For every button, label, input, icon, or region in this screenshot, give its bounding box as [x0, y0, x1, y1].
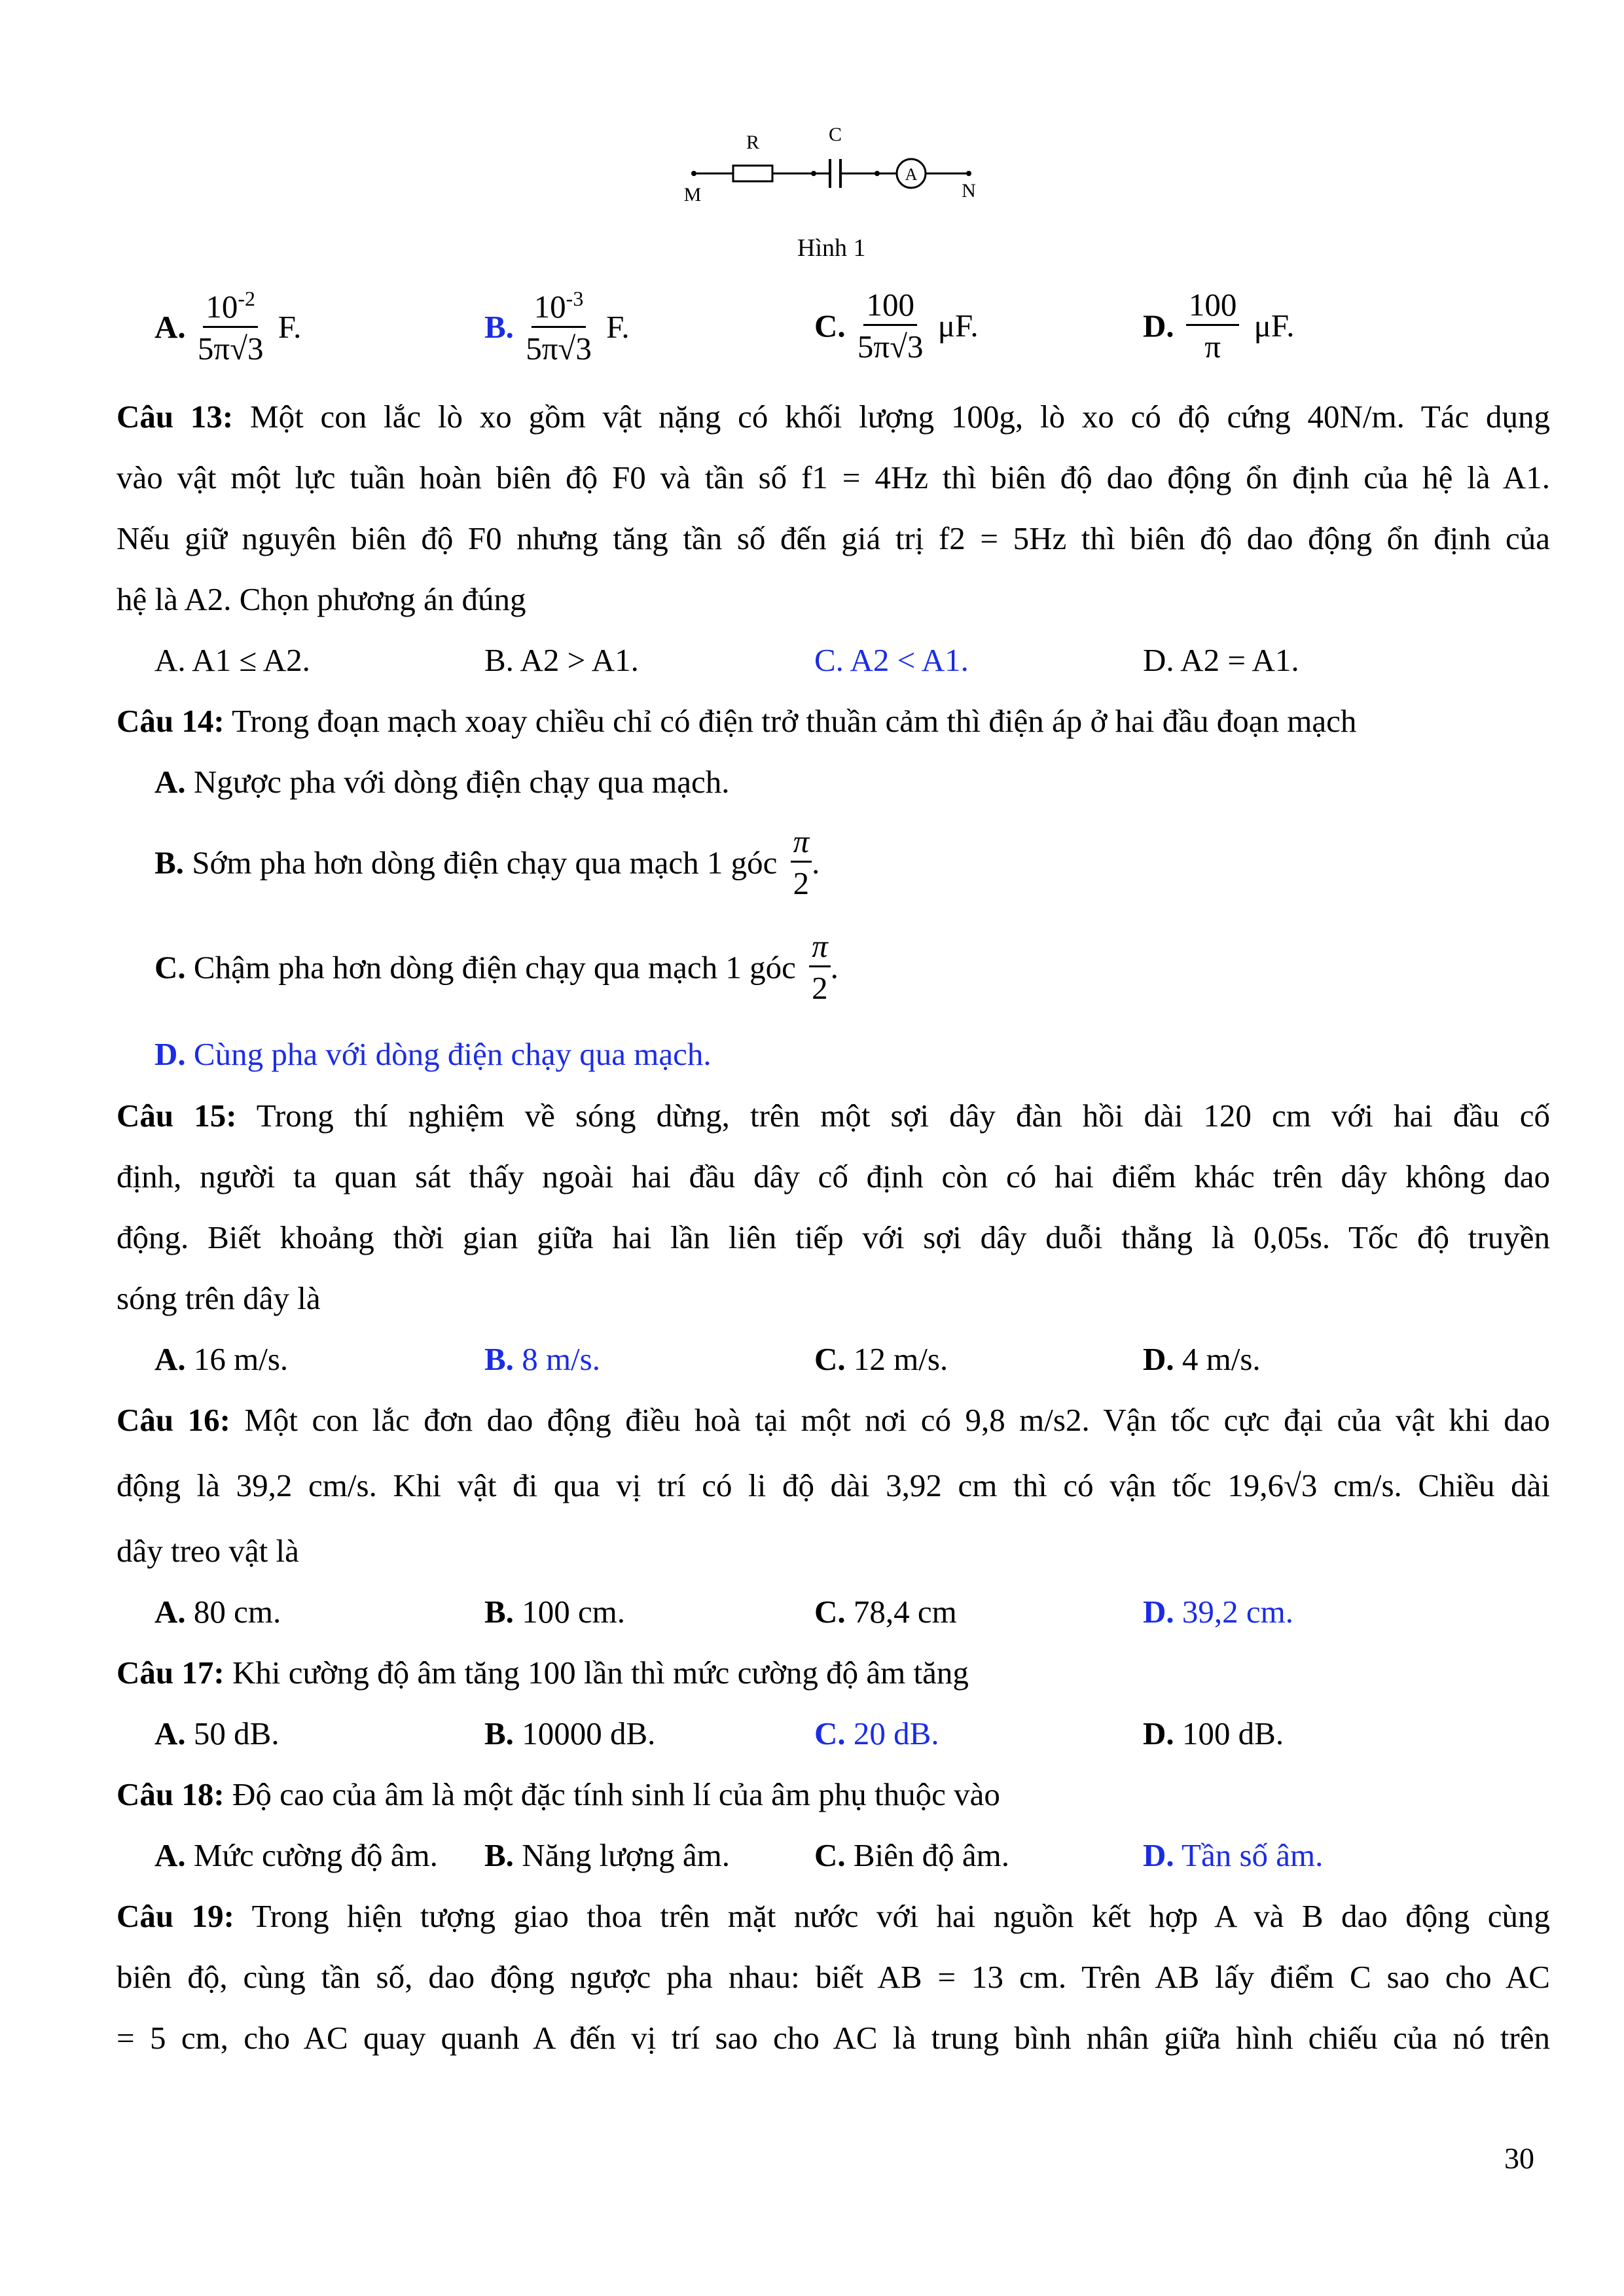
q17-option-a: A. 50 dB. — [154, 1715, 280, 1751]
figure-caption: Hình 1 — [797, 234, 866, 262]
q15-option-b: B. 8 m/s. — [484, 1341, 600, 1377]
q13-option-a: A. A1 ≤ A2. — [154, 642, 310, 678]
q15-line-2: định, người ta quan sát thấy ngoài hai đầu dây cố định còn có hai điểm khác trên dây không dao — [117, 1158, 1550, 1194]
q12-option-d: D. $\frac{100}{\pi}$ μF. — [1143, 287, 1295, 365]
q15-option-c: C. 12 m/s. — [814, 1341, 948, 1377]
q17-option-b: B. 10000 dB. — [484, 1715, 656, 1751]
junction-dot — [875, 171, 880, 176]
q12-option-c: C. $\frac{100}{5\pi√3}$ μF. — [814, 287, 979, 365]
q13-option-c: C. A2 < A1. — [814, 642, 969, 678]
q13-line-3: Nếu giữ nguyên biên độ F0 nhưng tăng tần số đến giá trị f2 = 5Hz thì biên độ dao động ổn định của — [117, 520, 1550, 556]
q14-option-d: D. Cùng pha với dòng điện chạy qua mạch. — [154, 1036, 712, 1072]
q16-line-3: dây treo vật là — [117, 1533, 299, 1569]
q15-line-3: động. Biết khoảng thời gian giữa hai lần liên tiếp với sợi dây duỗi thẳng là 0,05s. Tốc độ truyền — [117, 1219, 1550, 1255]
q17-option-c: C. 20 dB. — [814, 1715, 939, 1751]
q16-option-d: D. 39,2 cm. — [1143, 1594, 1294, 1630]
q15-option-d: D. 4 m/s. — [1143, 1341, 1261, 1377]
q18-option-c: C. Biên độ âm. — [814, 1837, 1010, 1873]
q16-option-a: A. 80 cm. — [154, 1594, 281, 1630]
page-number: 30 — [1504, 2142, 1534, 2175]
q16-option-c: C. 78,4 cm — [814, 1594, 957, 1630]
junction-dot — [811, 171, 816, 176]
label-c: C — [828, 128, 842, 145]
q14-option-b: B. Sớm pha hơn dòng điện chạy qua mạch 1 góc $\frac{\pi}{2}$ . — [154, 823, 820, 902]
q15-line-1: Câu 15: Trong thí nghiệm về sóng dừng, trên một sợi dây đàn hồi dài 120 cm với hai đầu cố — [117, 1098, 1550, 1134]
q15-option-a: A. 16 m/s. — [154, 1341, 289, 1377]
q12-option-b: B. $\frac{10^{-3}}{5\pi√3}$ F. — [484, 287, 630, 367]
resistor-symbol — [733, 166, 772, 181]
q18-option-d: D. Tần số âm. — [1143, 1837, 1324, 1873]
label-m: M — [683, 184, 702, 206]
q12-option-a: A. $\frac{10^{-2}}{5\pi√3}$ F. — [154, 287, 302, 367]
q14-option-c: C. Chậm pha hơn dòng điện chạy qua mạch 1 góc $\frac{\pi}{2}$ . — [154, 928, 839, 1007]
q13-option-b: B. A2 > A1. — [484, 642, 639, 678]
label-a: A — [905, 165, 918, 184]
q13-line-2: vào vật một lực tuần hoàn biên độ F0 và tần số f1 = 4Hz thì biên độ dao động ổn định của hệ là A1. — [117, 459, 1550, 495]
q19-line-1: Câu 19: Trong hiện tượng giao thoa trên mặt nước với hai nguồn kết hợp A và B dao động cùng — [117, 1898, 1550, 1934]
terminal-m — [691, 171, 696, 176]
q14-option-a: A. Ngược pha với dòng điện chạy qua mạch. — [154, 764, 730, 800]
q18-line-1: Câu 18: Độ cao của âm là một đặc tính sinh lí của âm phụ thuộc vào — [117, 1776, 1000, 1812]
q16-option-b: B. 100 cm. — [484, 1594, 626, 1630]
q17-option-d: D. 100 dB. — [1143, 1715, 1284, 1751]
circuit-diagram — [681, 128, 995, 232]
q13-option-d: D. A2 = A1. — [1143, 642, 1299, 678]
q19-line-3: = 5 cm, cho AC quay quanh A đến vị trí sao cho AC là trung bình nhân giữa hình chiếu của nó trên — [117, 2020, 1550, 2056]
label-r: R — [746, 132, 760, 153]
q13-line-1: Câu 13: Một con lắc lò xo gồm vật nặng có khối lượng 100g, lò xo có độ cứng 40N/m. Tác dụng — [117, 399, 1550, 435]
q19-line-2: biên độ, cùng tần số, dao động ngược pha nhau: biết AB = 13 cm. Trên AB lấy điểm C sao cho AC — [117, 1959, 1550, 1995]
q15-line-4: sóng trên dây là — [117, 1280, 321, 1316]
q14-line-1: Câu 14: Trong đoạn mạch xoay chiều chỉ có điện trở thuần cảm thì điện áp ở hai đầu đoạn mạch — [117, 703, 1357, 739]
q16-line-2: động là 39,2 cm/s. Khi vật đi qua vị trí có li độ dài 3,92 cm thì có vận tốc 19,6√3 cm/s. Chiều dài — [117, 1467, 1550, 1503]
q18-option-b: B. Năng lượng âm. — [484, 1837, 731, 1873]
q18-option-a: A. Mức cường độ âm. — [154, 1837, 438, 1873]
q13-line-4: hệ là A2. Chọn phương án đúng — [117, 581, 526, 617]
label-n: N — [962, 180, 976, 202]
q16-line-1: Câu 16: Một con lắc đơn dao động điều hoà tại một nơi có 9,8 m/s2. Vận tốc cực đại của vật khi dao — [117, 1402, 1550, 1438]
circuit-figure — [681, 128, 995, 232]
q17-line-1: Câu 17: Khi cường độ âm tăng 100 lần thì mức cường độ âm tăng — [117, 1655, 969, 1691]
terminal-n — [966, 171, 971, 176]
